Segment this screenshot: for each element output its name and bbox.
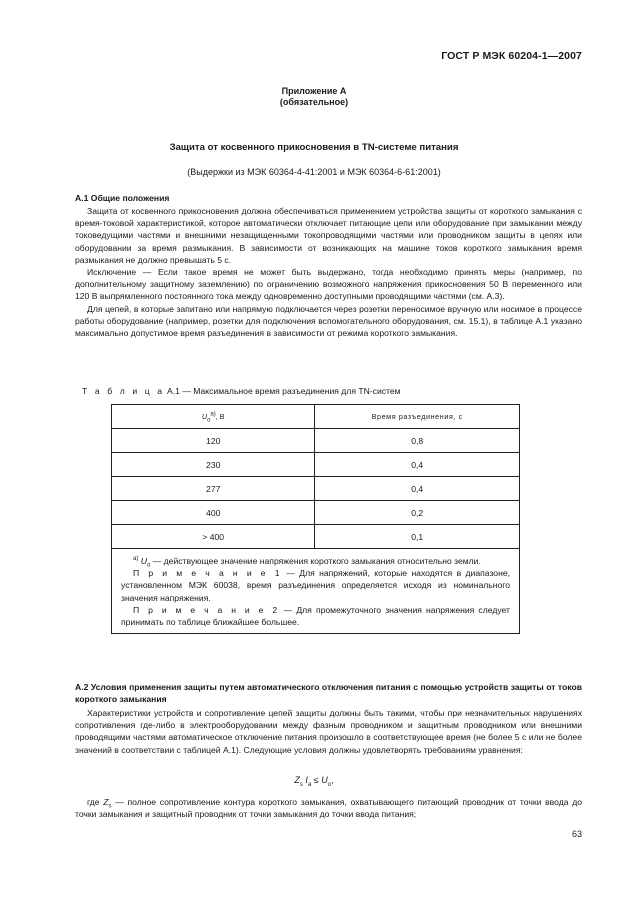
cell-time: 0,4	[315, 453, 520, 477]
table-notes-row	[112, 549, 520, 634]
table-row	[112, 453, 520, 477]
page-title: Защита от косвенного прикосновения в TN-системе питания	[169, 142, 459, 153]
table-notes	[112, 549, 520, 634]
table-row	[112, 501, 520, 525]
impedance-formula: $Z_s$ $I_a \le U_o$,	[294, 775, 334, 788]
table-note-1: П р и м е ч а н и е 1 — Для напряжений, которые находятся в диапазоне, установленном МЭК 60038, время разъединения определяется исходя из номинального значения напряжения.	[121, 568, 510, 603]
section-a1-body	[75, 205, 582, 339]
section-a1-paragraph: Для цепей, в которые запитано или напрямую подключается через розетки переносимое вручную или носимое в процессе работы оборудование (например, розетки для подключения вспомогательного оборудования, см. 15.1), в таблице А.1 указано максимально допустимое время разъединения в зависимости от режима короткого замыкания.	[75, 303, 582, 339]
cell-voltage: 230	[112, 453, 315, 477]
table-row	[112, 477, 520, 501]
formula-explanation: где $Z_s$ — полное сопротивление контура короткого замыкания, охватывающего питающий проводник от точки ввода до точки замыкания и защитный проводник от точки замыкания до точки ввода питания;	[75, 797, 582, 820]
section-a1-heading: А.1 Общие положения	[75, 193, 170, 203]
header-time: Время разъединения, с	[315, 405, 520, 429]
cell-time: 0,2	[315, 501, 520, 525]
cell-time: 0,1	[315, 525, 520, 549]
section-a2-body	[75, 707, 582, 756]
table-caption-prefix: Т а б л и ц а	[82, 386, 165, 396]
header-voltage: $U_o^{а)}$, В	[112, 405, 315, 429]
page-subtitle: (Выдержки из МЭК 60364-4-41:2001 и МЭК 60364-6-61:2001)	[187, 167, 441, 177]
cell-voltage: 277	[112, 477, 315, 501]
page-number: 63	[571, 829, 582, 839]
document-header: ГОСТ Р МЭК 60204-1—2007	[441, 50, 582, 62]
cell-time: 0,4	[315, 477, 520, 501]
cell-voltage: 120	[112, 429, 315, 453]
cell-voltage: > 400	[112, 525, 315, 549]
cell-time: 0,8	[315, 429, 520, 453]
appendix-label: Приложение А	[281, 86, 347, 96]
table-row	[112, 429, 520, 453]
cell-voltage: 400	[112, 501, 315, 525]
table-footnote: $^{а)}$ $U_o$ — действующее значение напряжения короткого замыкания относительно земли.	[133, 556, 481, 569]
table-note-2: П р и м е ч а н и е 2 — Для промежуточного значения напряжения следует принимать по таблице ближайшее большее.	[121, 604, 510, 628]
section-a2-heading: А.2 Условия применения защиты путем автоматического отключения питания с помощью устройств защиты от токов короткого замыкания	[75, 682, 582, 705]
appendix-status: (обязательное)	[279, 97, 349, 107]
section-a2-paragraph: Характеристики устройств и сопротивление цепей защиты должны быть такими, чтобы при незначительных нарушениях сопротивления где-либо в электрооборудовании между фазным проводником и защитным проводником или внешними проводящими частями автоматическое отключение питания произошло в соответствующее время (не более 5 с или не более значений в соответствии с таблицей А.1). Следующие условия должны удовлетворять требованиям уравнения:	[75, 708, 582, 755]
table-header-row	[112, 405, 520, 429]
disconnection-time-table	[111, 404, 520, 634]
table-caption-text: А.1 — Максимальное время разъединения для TN-систем	[164, 386, 401, 396]
table-row	[112, 525, 520, 549]
section-a1-paragraph: Исключение — Если такое время не может быть выдержано, тогда необходимо принять меры (например, по дополнительному защитному заземлению) по ограничению возможного напряжения прикосновения 50 В переменного или 120 В выпрямленного постоянного тока между одновременно доступными проводящими частями (см. А.3).	[75, 267, 582, 302]
section-a1-paragraph: Защита от косвенного прикосновения должна обеспечиваться применением устройства защиты от короткого замыкания с время-токовой характеристикой, которое автоматически отключает питающие цепи или оборудование при замыкании между токоведущими частями и внешними незащищенными токопроводящими частями или проводником защиты в цепях или оборудовании за время размыкания. В зависимости от возникающих на машине токов короткого замыкания время размыкания не должно превышать 5 с.	[75, 206, 582, 265]
table-caption	[82, 386, 401, 396]
